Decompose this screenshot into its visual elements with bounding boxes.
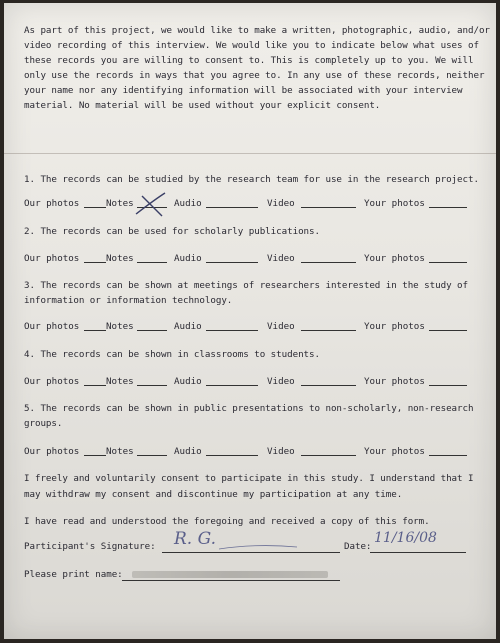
item-1-text: 1. The records can be studied by the research team for use in the research project. [24,174,479,185]
option-video: Video [267,321,295,332]
option-audio: Audio [174,198,202,209]
option-audio: Audio [174,253,202,264]
paper-fold [4,153,496,154]
date-value: 11/16/08 [374,530,437,546]
notes-blank[interactable] [137,455,167,456]
option-video: Video [267,198,295,209]
intro-line: video recording of this interview. We would like you to indicate below what uses of [24,40,479,51]
date-line[interactable] [370,552,466,553]
option-your-photos: Your photos [364,198,425,209]
option-our-photos: Our photos [24,376,80,387]
option-your-photos: Your photos [364,376,425,387]
redacted-name [132,571,328,578]
your-photos-blank[interactable] [429,455,467,456]
option-notes: Notes [106,253,134,264]
consent-line: I freely and voluntarily consent to participate in this study. I understand that I [24,473,474,484]
date-label: Date: [344,541,372,552]
option-our-photos: Our photos [24,253,80,264]
option-our-photos: Our photos [24,446,80,457]
item-5-text: 5. The records can be shown in public presentations to non-scholarly, non-research [24,403,474,414]
check-mark-x-icon [132,190,172,220]
your-photos-blank[interactable] [429,207,467,208]
your-photos-blank[interactable] [429,262,467,263]
option-notes: Notes [106,198,134,209]
intro-line: these records you are willing to consent to. This is completely up to you. We will [24,55,474,66]
our-photos-blank[interactable] [84,385,106,386]
item-5-options [24,446,479,460]
intro-line: only use the records in ways that you agree to. In any use of these records, neither [24,70,485,81]
option-audio: Audio [174,446,202,457]
our-photos-blank[interactable] [84,207,106,208]
audio-blank[interactable] [206,262,258,263]
audio-blank[interactable] [206,330,258,331]
option-your-photos: Your photos [364,253,425,264]
audio-blank[interactable] [206,207,258,208]
our-photos-blank[interactable] [84,262,106,263]
item-3-text: 3. The records can be shown at meetings of researchers interested in the study of [24,280,468,291]
option-notes: Notes [106,376,134,387]
video-blank[interactable] [301,455,356,456]
your-photos-blank[interactable] [429,330,467,331]
video-blank[interactable] [301,262,356,263]
option-video: Video [267,253,295,264]
participant-signature: R. G. [174,529,216,549]
option-notes: Notes [106,321,134,332]
option-your-photos: Your photos [364,321,425,332]
audio-blank[interactable] [206,385,258,386]
item-2-options [24,253,479,267]
option-video: Video [267,446,295,457]
notes-blank[interactable] [137,330,167,331]
option-notes: Notes [106,446,134,457]
consent-line: may withdraw my consent and discontinue my participation at any time. [24,489,403,500]
intro-line: material. No material will be used without your explicit consent. [24,100,381,111]
video-blank[interactable] [301,207,356,208]
consent-form-page [4,3,496,639]
item-4-text: 4. The records can be shown in classrooms to students. [24,349,320,360]
intro-line: As part of this project, we would like to make a written, photographic, audio, and/or [24,25,490,36]
print-name-line[interactable] [122,580,340,581]
item-2-text: 2. The records can be used for scholarly publications. [24,226,320,237]
your-photos-blank[interactable] [429,385,467,386]
option-our-photos: Our photos [24,198,80,209]
intro-line: your name nor any identifying information will be associated with your interview [24,85,463,96]
option-video: Video [267,376,295,387]
item-4-options [24,376,479,390]
option-audio: Audio [174,321,202,332]
our-photos-blank[interactable] [84,455,106,456]
video-blank[interactable] [301,385,356,386]
item-3-text: information or information technology. [24,295,233,306]
notes-blank[interactable] [137,262,167,263]
item-5-text: groups. [24,418,63,429]
print-name-label: Please print name: [24,569,123,580]
item-1-options [24,198,479,212]
option-your-photos: Your photos [364,446,425,457]
received-statement: I have read and understood the foregoing and received a copy of this form. [24,516,430,527]
signature-label: Participant's Signature: [24,541,156,552]
signature-flourish [219,537,299,553]
option-audio: Audio [174,376,202,387]
option-our-photos: Our photos [24,321,80,332]
video-blank[interactable] [301,330,356,331]
notes-blank[interactable] [137,385,167,386]
our-photos-blank[interactable] [84,330,106,331]
audio-blank[interactable] [206,455,258,456]
item-3-options [24,321,479,335]
